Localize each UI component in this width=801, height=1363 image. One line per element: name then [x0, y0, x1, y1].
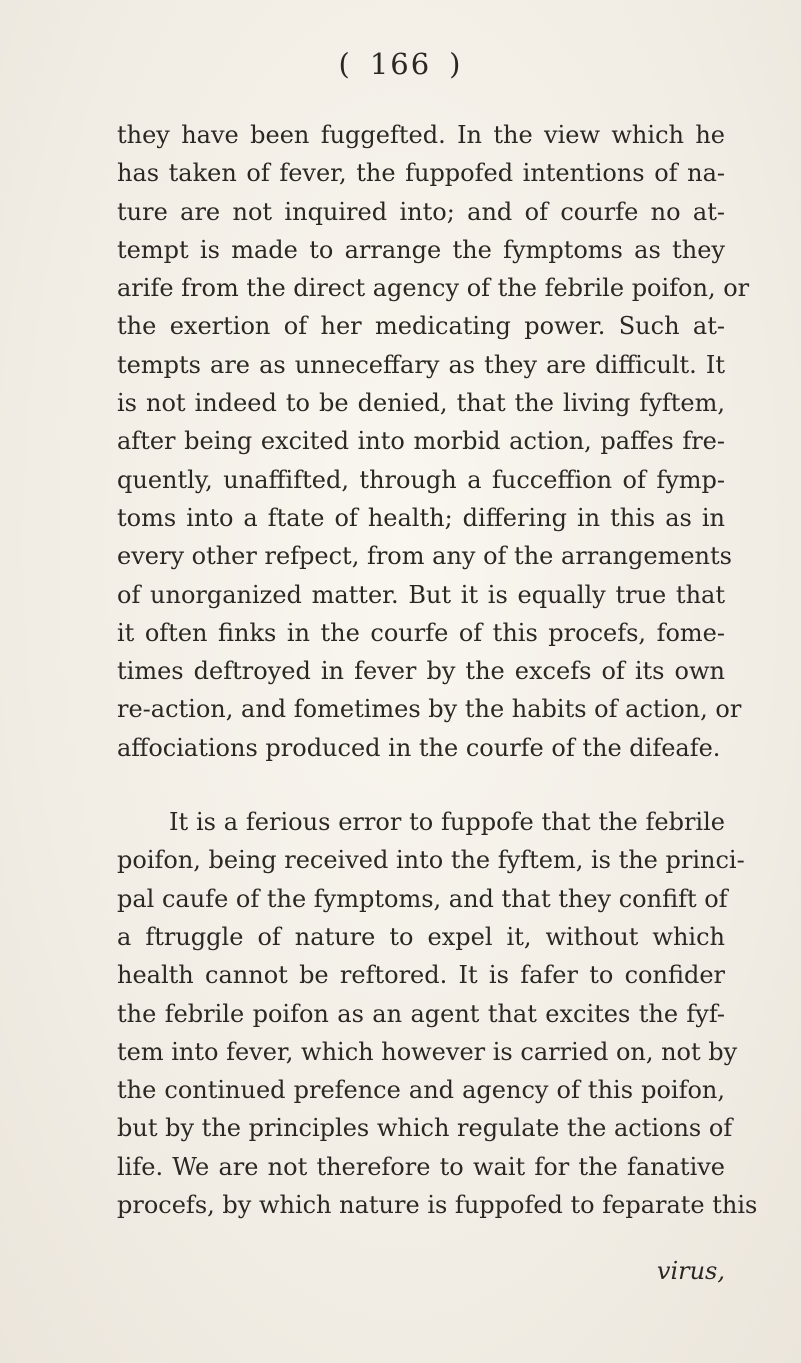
text-line: tempts are as unneceffary as they are difficult. It	[117, 350, 725, 379]
text-line: is not indeed to be denied, that the living fyftem,	[117, 389, 725, 418]
text-line: It is a ferious error to fuppofe that the febrile	[169, 808, 725, 837]
close-paren: )	[449, 47, 463, 81]
text-line: every other refpect, from any of the arrangements	[117, 542, 732, 571]
open-paren: (	[338, 47, 352, 81]
paragraph-gap	[117, 767, 725, 803]
text-line: times deftroyed in fever by the excefs of its own	[117, 657, 725, 686]
text-line: affociations produced in the courfe of the difeafe.	[117, 733, 721, 762]
text-line: toms into a ftate of health; differing in this as in	[117, 503, 725, 532]
text-line: the exertion of her medicating power. Such at-	[117, 312, 725, 341]
text-line: procefs, by which nature is fuppofed to feparate this	[117, 1191, 758, 1220]
page-number-header	[0, 47, 801, 81]
text-line: tem into fever, which however is carried on, not by	[117, 1037, 738, 1066]
text-line: they have been fuggefted. In the view which he	[117, 121, 725, 149]
text-line: pal caufe of the fymptoms, and that they confift of	[117, 884, 728, 913]
text-line: tempt is made to arrange the fymptoms as they	[117, 235, 725, 264]
body-text	[117, 116, 758, 1224]
text-line: a ftruggle of nature to expel it, without which	[117, 922, 725, 951]
text-line: the febrile poifon as an agent that excites the fyf-	[117, 999, 725, 1028]
text-line: ture are not inquired into; and of courfe no at-	[117, 197, 725, 226]
text-line: after being excited into morbid action, paffes fre-	[117, 427, 725, 456]
text-line: poifon, being received into the fyftem, is the princi-	[117, 846, 745, 875]
text-line: re-action, and fometimes by the habits of action, or	[117, 695, 742, 724]
text-line: quently, unaffifted, through a fucceffion of fymp-	[117, 465, 725, 494]
catchword: virus,	[656, 1257, 725, 1285]
text-line: has taken of fever, the fuppofed intentions of na-	[117, 159, 725, 188]
text-line: but by the principles which regulate the actions of	[117, 1114, 733, 1143]
text-line: health cannot be reftored. It is fafer to confider	[117, 961, 725, 990]
text-line: the continued prefence and agency of this poifon,	[117, 1076, 725, 1105]
text-line: arife from the direct agency of the febrile poifon, or	[117, 274, 750, 303]
text-line: of unorganized matter. But it is equally true that	[117, 580, 725, 609]
page-number: 166	[369, 47, 432, 81]
text-line: life. We are not therefore to wait for the fanative	[117, 1152, 725, 1181]
text-line: it often finks in the courfe of this procefs, fome-	[117, 618, 725, 647]
